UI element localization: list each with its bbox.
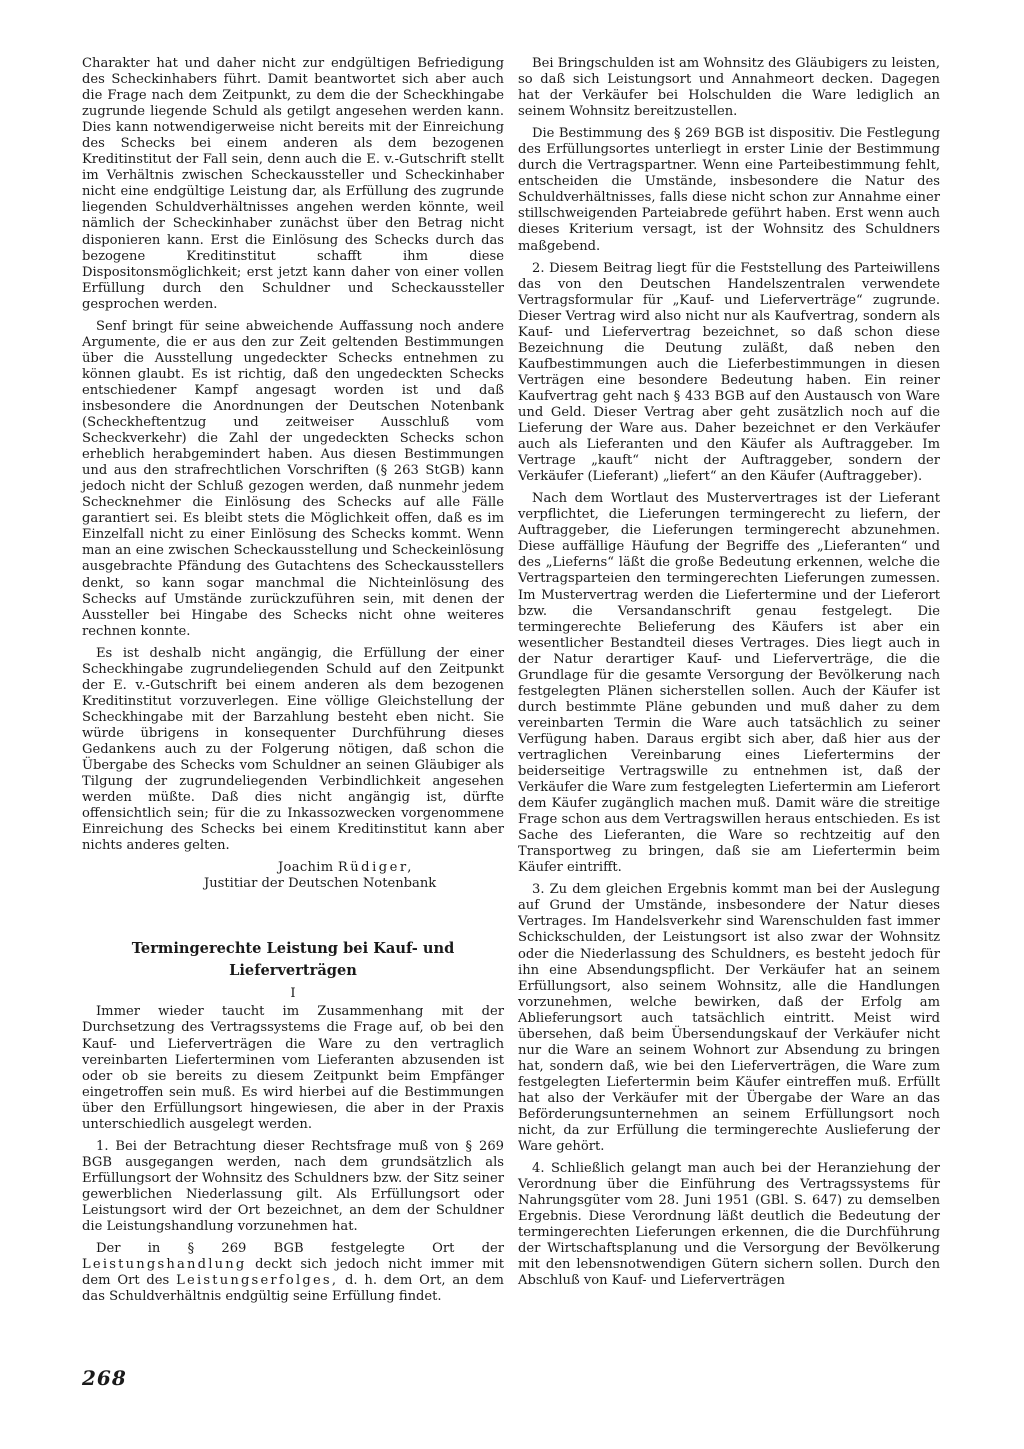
paragraph: Charakter hat und daher nicht zur endgültigen Befriedigung des Scheckinhabers führt. Damit beantwortet sich aber auch die Frage nach dem Zeitpunkt, zu dem die der Scheckhingabe zugrunde liegende Schuld als getilgt angesehen werden kann. Dies kann notwendigerweise nicht bereits mit der Einreichung des Schecks bei einem anderen als dem bezogenen Kreditinstitut der Fall sein, denn auch die E. v.-Gutschrift stellt im Verhältnis zwischen Scheckaussteller und Scheckinhaber nicht eine endgültige Leistung dar, als Erfüllung des zugrunde liegenden Schuldverhältnisses angehen werden könnte, weil nämlich der Scheckinhaber zunächst über den Betrag nicht disponieren kann. Erst die Einlösung des Schecks durch das bezogene Kreditinstitut schafft ihm diese Dispositonsmöglichkeit; erst jetzt kann daher von einer vollen Erfüllung durch den Schuldner und Scheckaussteller gesprochen werden. [82, 56, 504, 312]
author-role: Justitiar der Deutschen Notenbank [204, 876, 437, 892]
text-run: Der in § 269 BGB festgelegte Ort der [96, 1241, 504, 1257]
signature-block [82, 860, 504, 892]
paragraph: Senf bringt für seine abweichende Auffassung noch andere Argumente, die er aus den zur Zeit geltenden Bestimmungen über die Ausstellung ungedeckter Schecks entnehmen zu können glaubt. Es ist richtig, daß den ungedeckten Schecks entschiedener Kampf angesagt worden ist und daß insbesondere die Anordnungen der Deutschen Notenbank (Scheckheftentzug und zeitweiser Ausschluß vom Scheckverkehr) die Zahl der ungedeckten Schecks schon erheblich herabgemindert haben. Aus diesen Bestimmungen und aus den strafrechtlichen Vorschriften (§ 263 StGB) kann jedoch nicht der Schluß gezogen werden, daß nunmehr jedem Schecknehmer die Einlösung des Schecks auf alle Fälle garantiert sei. Es bleibt stets die Möglichkeit offen, daß es im Einzelfall nicht zu einer Einlösung des Schecks kommt. Wenn man an eine zwischen Scheckausstellung und Scheckeinlösung ausgebrachte Pfändung des Gutachtens des Scheckausstellers denkt, so kann sogar manchmal die Nichteinlösung des Schecks auf Umstände zurückzuführen sein, mit denen der Aussteller bei Hingabe des Schecks nicht ohne weiteres rechnen konnte. [82, 318, 504, 639]
section-numeral: I [290, 986, 296, 1002]
author-first-name: Joachim [278, 860, 334, 876]
article-title: Termingerechte Leistung bei Kauf- und Lieferverträgen [131, 940, 455, 980]
text-run: d. h. dem Ort, an dem das Schuldverhältnis endgültig seine Erfüllung findet. [82, 1273, 504, 1305]
paragraph: Bei Bringschulden ist am Wohnsitz des Gläubigers zu leisten, so daß sich Leistungsort und Annahmeort decken. Dagegen hat der Verkäufer bei Holschulden die Ware lediglich an seinem Wohnsitz bereitzustellen. [518, 56, 940, 120]
paragraph: Immer wieder taucht im Zusammenhang mit der Durchsetzung des Vertragssystems die Frage auf, ob bei den Kauf- und Lieferverträgen die Ware zu den vertraglich vereinbarten Lieferterminen vom Lieferanten abzusenden ist oder ob sie bereits zu diesem Zeitpunkt beim Empfänger eingetroffen sein muß. Es wird hierbei auf die Bestimmungen über den Erfüllungsort hingewiesen, die aber in der Praxis unterschiedlich ausgelegt werden. [82, 1004, 504, 1132]
paragraph: Die Bestimmung des § 269 BGB ist dispositiv. Die Festlegung des Erfüllungsortes unterliegt in erster Linie der Bestimmung durch die Vertragspartner. Wenn eine Parteibestimmung fehlt, entscheiden die Umstände, insbesondere die Natur des Schuldverhältnisses, falls diese nicht schon zur Annahme einer stillschweigenden Parteiabrede geführt haben. Erst wenn auch dieses Kriterium versagt, ist der Wohnsitz des Schuldners maßgebend. [518, 126, 940, 254]
paragraph: 3. Zu dem gleichen Ergebnis kommt man bei der Auslegung auf Grund der Umstände, insbesondere der Natur dieses Vertrages. Im Handelsverkehr sind Warenschulden fast immer Schickschulden, der Leistungsort ist also zwar der Wohnsitz oder die Niederlassung des Schuldners, es besteht jedoch für ihn eine Absendungspflicht. Der Verkäufer hat an seinem Erfüllungsort, also seinem Wohnsitz, alle die Handlungen vorzunehmen, welche bewirken, daß der Erfolg am Ablieferungsort auch tatsächlich eintritt. Meist wird übersehen, daß beim Übersendungskauf der Verkäufer nicht nur die Ware an seinem Wohnort zur Absendung zu bringen hat, sondern daß, wie bei den Lieferverträgen, die Ware zum festgelegten Liefertermin beim Käufer eintreffen muß. Erfüllt hat also der Verkäufer mit der Übergabe der Ware an das Beförderungsunternehmen an seinem Erfüllungsort noch nicht, da zur Erfüllung die termingerechte Auslieferung der Ware gehört. [518, 882, 940, 1155]
paragraph [82, 1241, 504, 1305]
paragraph: 4. Schließlich gelangt man auch bei der Heranziehung der Verordnung über die Einführung des Vertragssystems für Nahrungsgüter vom 28. Juni 1951 (GBl. S. 647) zu demselben Ergebnis. Diese Verordnung läßt deutlich die Bedeutung der termingerechten Lieferungen erkennen, die die Durchführung der Wirtschaftsplanung und die Versorgung der Bevölkerung mit den lebensnotwendigen Gütern sichern sollen. Durch den Abschluß von Kauf- und Lieferverträgen [518, 1161, 940, 1289]
paragraph: 1. Bei der Betrachtung dieser Rechtsfrage muß von § 269 BGB ausgegangen werden, nach dem grundsätzlich als Erfüllungsort der Wohnsitz des Schuldners bzw. der Sitz seiner gewerblichen Niederlassung gilt. Als Erfüllungsort oder Leistungsort wird der Ort bezeichnet, an dem der Schuldner die Leistungshandlung vorzunehmen hat. [82, 1138, 504, 1235]
emphasized-term: Leistungshandlung [82, 1257, 247, 1273]
right-column [518, 56, 940, 1296]
text-run: deckt sich jedoch nicht immer mit dem Ort des [82, 1257, 504, 1289]
emphasized-term: Leistungserfolges, [176, 1273, 339, 1289]
author-last-name: Rüdiger, [337, 860, 414, 876]
page-number: 268 [82, 1366, 127, 1390]
left-column [82, 56, 504, 1311]
paragraph: Es ist deshalb nicht angängig, die Erfüllung der einer Scheckhingabe zugrundeliegenden Schuld auf den Zeitpunkt der E. v.-Gutschrift bei einem anderen als dem bezogenen Kreditinstitut vorzuverlegen. Eine völlige Gleichstellung der Scheckhingabe mit der Barzahlung besteht eben nicht. Sie würde übrigens in konsequenter Durchführung dieses Gedankens auch zu der Folgerung nötigen, daß schon die Übergabe des Schecks vom Schuldner an seinen Gläubiger als Tilgung der zugrundeliegenden Verbindlichkeit angesehen werden müßte. Daß dies nicht angängig ist, dürfte offensichtlich sein; für die zu Inkassozwecken vorgenommene Einreichung des Schecks bei einem Kreditinstitut kann aber nichts anderes gelten. [82, 645, 504, 854]
paragraph: 2. Diesem Beitrag liegt für die Feststellung des Parteiwillens das von den Deutschen Handelszentralen verwendete Vertragsformular für „Kauf- und Lieferverträge“ zugrunde. Dieser Vertrag wird also nicht nur als Kaufvertrag, sondern als Kauf- und Liefervertrag bezeichnet, so daß schon diese Bezeichnung die Deutung zuläßt, daß neben den Kaufbestimmungen auch die Lieferbestimmungen in diesen Verträgen eine besondere Bedeutung haben. Ein reiner Kaufvertrag geht nach § 433 BGB auf den Austausch von Ware und Geld. Dieser Vertrag aber geht zusätzlich noch auf die Lieferung der Ware aus. Daher bezeichnet er den Verkäufer auch als Lieferanten und den Käufer als Auftraggeber. Im Vertrage „kauft“ nicht der Auftraggeber, sondern der Verkäufer (Lieferant) „liefert“ an den Käufer (Auftraggeber). [518, 260, 940, 485]
paragraph: Nach dem Wortlaut des Mustervertrages ist der Lieferant verpflichtet, die Lieferungen termingerecht zu liefern, der Auftraggeber, die Lieferungen termingerecht abzunehmen. Diese auffällige Häufung der Begriffe des „Lieferanten“ und des „Lieferns“ läßt die große Bedeutung erkennen, welche die Vertragsparteien den termingerechten Lieferungen zumessen. Im Mustervertrag werden die Liefertermine und der Lieferort bzw. die Versandanschrift genau festgelegt. Die termingerechte Belieferung des Käufers ist aber ein wesentlicher Bestandteil dieses Vertrages. Dies liegt auch in der Natur derartiger Kauf- und Lieferverträge, die die Grundlage für die gesamte Versorgung der Bevölkerung nach festgelegten Plänen sicherstellen sollen. Auch der Käufer ist durch bestimmte Pläne gebunden und muß daher zu dem vereinbarten Termin die Ware auch tatsächlich zu seiner Verfügung haben. Daraus ergibt sich aber, daß hier aus der vertraglichen Vereinbarung eines Liefertermins der beiderseitige Vertragswille zu entnehmen ist, daß der Verkäufer die Ware zum festgelegten Liefertermin am Lieferort dem Käufer zugänglich machen muß. Damit wäre die streitige Frage schon aus dem Vertragswillen heraus entschieden. Es ist Sache des Lieferanten, die Ware so rechtzeitig auf den Transportweg zu bringen, daß sie am Liefertermin beim Käufer eintrifft. [518, 491, 940, 876]
author-name [82, 860, 504, 876]
